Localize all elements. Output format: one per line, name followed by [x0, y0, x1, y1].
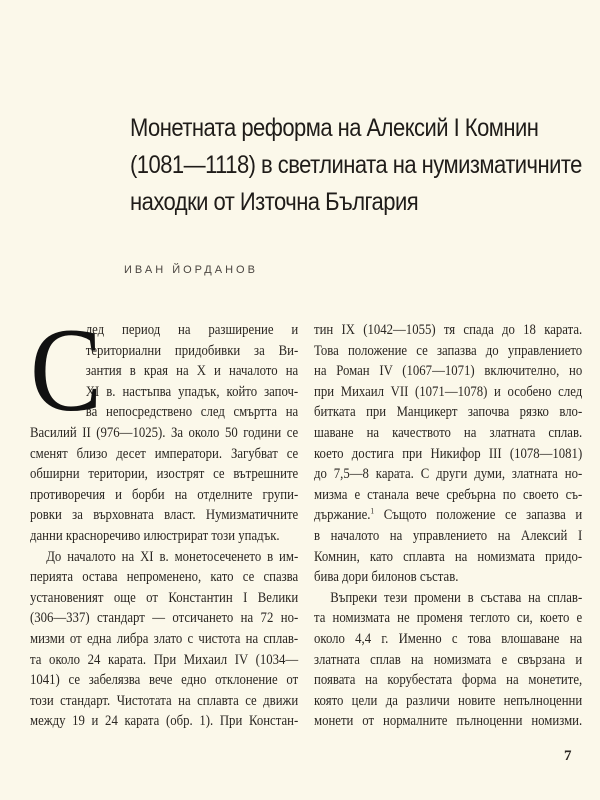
- text-line: шаване на качеството на златната сплав.: [314, 424, 583, 441]
- text-line: противоречия и борби на отделните групи-: [30, 486, 299, 503]
- text-line: бива дори билонов състав.: [314, 569, 459, 586]
- text-line: между 19 и 24 карата (обр. 1). При Констан-: [30, 713, 299, 730]
- text-line: До началото на XI в. монетосеченето в им-: [46, 548, 299, 565]
- text-line: та около 24 карата. При Михаил IV (1034—: [30, 651, 299, 668]
- text-line: XI в. настъпва упадък, който започ-: [85, 383, 299, 400]
- text-line: монети от нормалните пълноценни номизми.: [314, 713, 583, 730]
- text-line: обширни територии, изострят се вътрешните: [30, 466, 299, 483]
- text-fragment: държание.: [314, 507, 371, 524]
- text-fragment: Същото положение се запазва и: [383, 507, 583, 524]
- text-line: [314, 505, 582, 526]
- text-line: установеният още от Константин I Велики: [30, 589, 299, 606]
- text-line: мизма е станала вече сребърна по своето съ-: [314, 486, 583, 503]
- drop-cap-container: [30, 303, 103, 436]
- drop-cap: С: [30, 303, 103, 436]
- text-line: Василий II (976—1025). За около 50 години се: [30, 424, 299, 441]
- text-line: 1041) се забелязва вече едно отклонение от: [30, 672, 299, 689]
- title-line-1: Монетната реформа на Алексий I Комнин: [130, 114, 539, 142]
- text-line: Въпреки тези промени в състава на сплав-: [330, 589, 583, 606]
- footnote-reference[interactable]: 1: [370, 506, 375, 516]
- text-line: която цели да различи новите непълноценни: [314, 692, 583, 709]
- text-line: този стандарт. Чистотата на сплавта се движи: [30, 692, 299, 709]
- left-text-column: [30, 303, 299, 732]
- article-author: ИВАН ЙОРДАНОВ: [124, 264, 258, 276]
- text-line: при Михаил VII (1071—1078) и особено след: [314, 383, 583, 400]
- right-text-column: [314, 320, 582, 732]
- title-line-3: находки от Източна България: [130, 188, 419, 216]
- text-line: Това положение се запазва до управлението: [314, 342, 583, 359]
- text-line: около 4,4 г. Именно с това влошаване на: [314, 630, 583, 647]
- text-line: данни красноречиво илюстрират този упадък.: [30, 527, 280, 544]
- text-line: тин IX (1042—1055) тя спада до 18 карата.: [314, 322, 583, 338]
- text-line: златната сплав на номизмата е свързана и: [314, 651, 583, 668]
- text-line: ровки за върховната власт. Нумизматичните: [30, 507, 299, 524]
- text-line: зантия в края на X и началото на: [85, 363, 299, 380]
- text-line: появата на корубестата форма на монетите,: [314, 672, 583, 689]
- text-line: лед период на разширение и: [85, 322, 299, 338]
- text-line: перията остава непроменено, като се спазва: [30, 569, 299, 586]
- text-line: в началото на управлението на Алексий I: [314, 527, 583, 544]
- paragraph-debasement: [314, 320, 582, 588]
- text-line: до 7,5—8 карата. С други думи, златната но-: [314, 466, 583, 483]
- paragraph-coinage: [30, 547, 298, 732]
- text-line: Комнин, като сплавта на номизмата придо-: [314, 548, 583, 565]
- text-line: та номизмата не променя теглото си, което е: [314, 610, 583, 627]
- text-line: сменят близо десет императори. Загубват се: [30, 445, 299, 462]
- text-line: което достига при Никифор III (1078—1081): [314, 445, 583, 462]
- paragraph-weight: [314, 588, 582, 732]
- text-line: териториални придобивки за Ви-: [85, 342, 299, 359]
- text-line: ва непосредствено след смъртта на: [85, 404, 299, 421]
- text-line: (306—337) стандарт — отсичането на 72 но-: [30, 610, 299, 627]
- text-line: битката при Манцикерт започва рязко вло-: [314, 404, 583, 421]
- text-line: на Роман IV (1067—1071) включително, но: [314, 363, 583, 380]
- article-title: [130, 110, 582, 221]
- text-line: мизми от една либра злато с чистота на сплав-: [30, 630, 299, 647]
- title-line-2: (1081—1118) в светлината на нумизматичните: [130, 151, 582, 179]
- page-number: 7: [564, 748, 572, 764]
